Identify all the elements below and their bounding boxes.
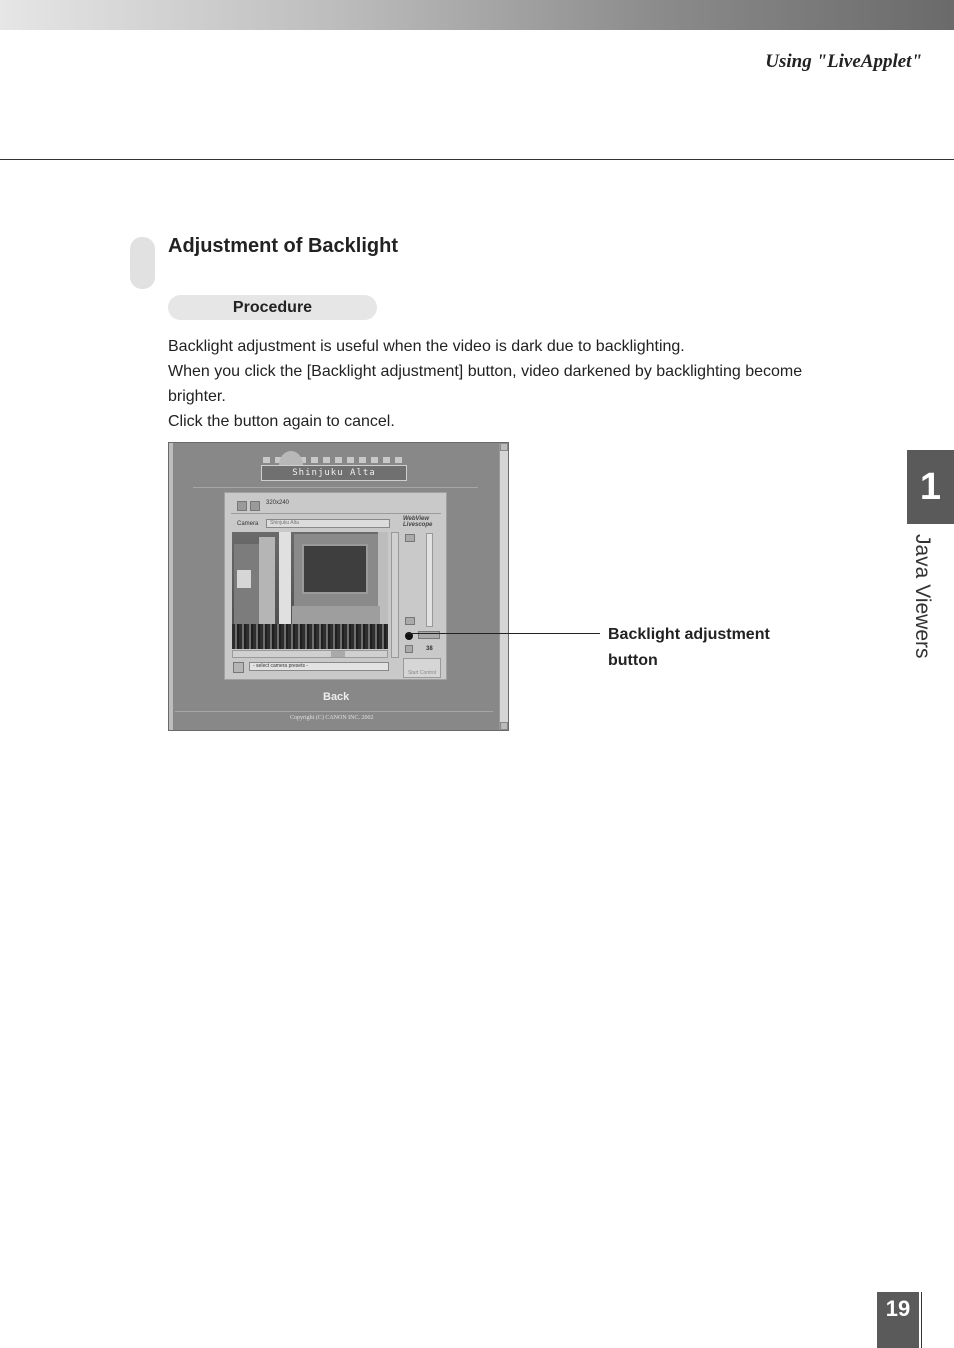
vertical-sign-2 (279, 532, 291, 632)
paragraph-1: Backlight adjustment is useful when the video is dark due to backlighting. (168, 338, 685, 355)
zoom-tele-icon (405, 534, 415, 542)
section-bullet (130, 237, 155, 289)
page-number: 19 (877, 1292, 919, 1348)
video-frame (232, 532, 388, 649)
callout-leader-line (407, 633, 600, 634)
live-applet (224, 492, 447, 680)
preset-select: - select camera presets - (249, 662, 389, 671)
liveapplet-screenshot (168, 442, 509, 731)
image-size-icon (250, 501, 260, 511)
image-size: 320x240 (266, 500, 290, 506)
running-header-title: Using "LiveApplet" (765, 51, 922, 72)
webview-logo (403, 516, 432, 528)
start-control-button: Start Control (403, 658, 441, 678)
tilt-scrollbar (391, 532, 399, 658)
procedure-body (168, 334, 848, 434)
toolbar-rule (231, 513, 441, 514)
browser-scrollbar (499, 443, 508, 730)
zoom-indicator-icon (405, 645, 413, 653)
callout-line-2: button (608, 652, 658, 669)
preset-icon (233, 662, 244, 673)
logo-line-1: WebView (403, 516, 430, 522)
callout-label (608, 622, 770, 674)
alta-screen (302, 544, 368, 594)
pan-thumb (331, 651, 345, 657)
chapter-label: Java Viewers (911, 534, 934, 659)
storefront (292, 606, 380, 624)
paragraph-2: When you click the [Backlight adjustment] button, video darkened by backlighting become brighter. (168, 363, 803, 405)
scroll-up-arrow-icon (500, 443, 508, 451)
copyright: Copyright (C) CANON INC. 2002 (290, 715, 374, 721)
zoom-wide-icon (405, 617, 415, 625)
page-number-rule (921, 1292, 922, 1348)
callout-line-1: Backlight adjustment (608, 626, 770, 643)
banner-title: Shinjuku Alta (261, 465, 407, 481)
sign-left (237, 570, 251, 588)
camera-label: Camera (237, 521, 259, 527)
scroll-down-arrow-icon (500, 722, 508, 730)
logo-line-2: Livescope (403, 522, 433, 528)
snapshot-icon (237, 501, 247, 511)
zoom-value: 38 (426, 646, 433, 652)
procedure-label: Procedure (168, 295, 377, 320)
camera-select: Shinjuku Alta (266, 519, 390, 528)
zoom-slider (426, 533, 433, 627)
pan-scrollbar (232, 650, 388, 658)
header-rule (0, 159, 954, 160)
paragraph-3: Click the button again to cancel. (168, 413, 395, 430)
top-header-band (0, 0, 954, 30)
street-crowd (232, 624, 388, 649)
section-title: Adjustment of Backlight (168, 235, 399, 257)
browser-left-edge (169, 443, 173, 730)
footer-rule (175, 711, 493, 712)
banner-rule (193, 487, 478, 488)
back-link: Back (323, 691, 350, 703)
chapter-number-tab: 1 (907, 450, 954, 524)
